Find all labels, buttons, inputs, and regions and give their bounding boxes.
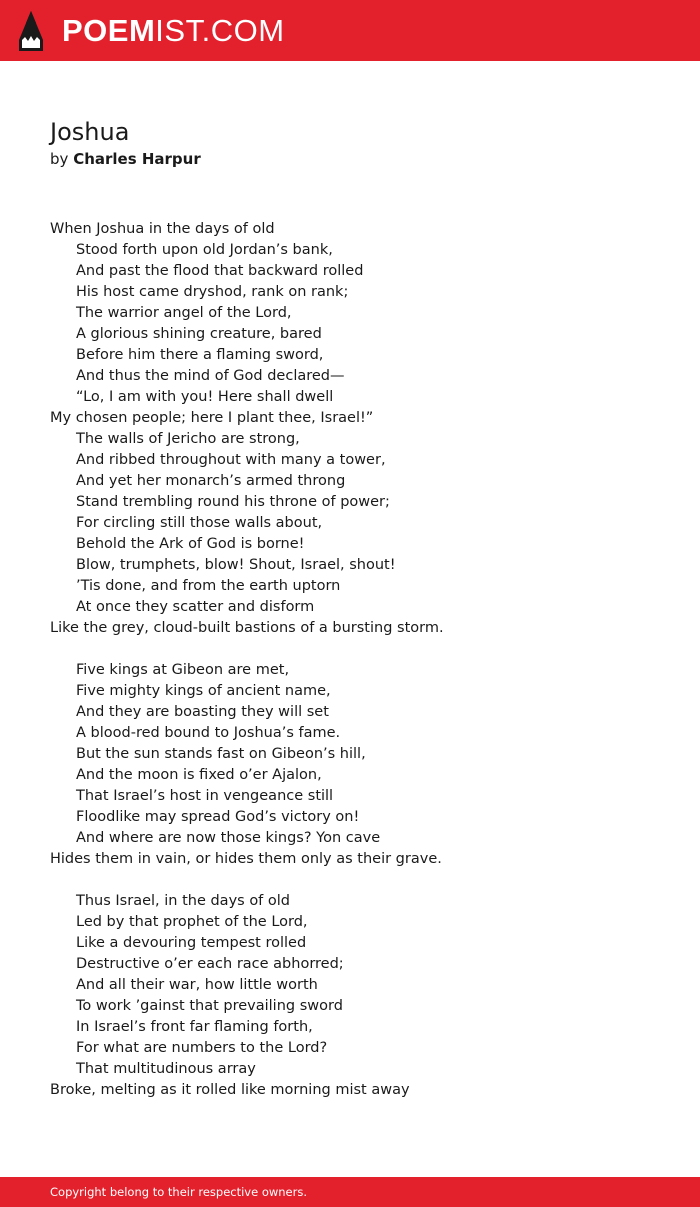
poem-line: ’Tis done, and from the earth uptorn: [76, 578, 341, 594]
stanza-break: [50, 639, 670, 660]
poem-line: My chosen people; here I plant thee, Israel!”: [50, 410, 374, 426]
poem-line: And thus the mind of God declared—: [76, 368, 345, 384]
by-label: by: [50, 150, 69, 168]
poem-line: But the sun stands fast on Gibeon’s hill,: [76, 746, 366, 762]
poem-line: “Lo, I am with you! Here shall dwell: [76, 389, 334, 405]
poem-body: [50, 219, 670, 1101]
poem-line: To work ’gainst that prevailing sword: [76, 998, 343, 1014]
poem-line: Like the grey, cloud-built bastions of a bursting storm.: [50, 620, 444, 636]
site-logo[interactable]: [62, 11, 285, 51]
poem-line: When Joshua in the days of old: [50, 221, 275, 237]
poem-line: A glorious shining creature, bared: [76, 326, 322, 342]
poem-line: And where are now those kings? Yon cave: [76, 830, 381, 846]
poem-line: The warrior angel of the Lord,: [76, 305, 292, 321]
pencil-tip-icon[interactable]: [18, 10, 44, 52]
poem-line: And they are boasting they will set: [76, 704, 329, 720]
poem-line: Thus Israel, in the days of old: [76, 893, 291, 909]
poem-line: That multitudinous array: [76, 1061, 256, 1077]
poem-line: A blood-red bound to Joshua’s fame.: [76, 725, 341, 741]
poem-line: And the moon is fixed o’er Ajalon,: [76, 767, 322, 783]
poem-line: Behold the Ark of God is borne!: [76, 536, 305, 552]
poem-line: Led by that prophet of the Lord,: [76, 914, 308, 930]
poem-line: That Israel’s host in vengeance still: [76, 788, 334, 804]
poem-line: In Israel’s front far flaming forth,: [76, 1019, 313, 1035]
poem-line: Before him there a flaming sword,: [76, 347, 324, 363]
stanza-break: [50, 870, 670, 891]
poem-title: Joshua: [50, 118, 130, 146]
poem-line: His host came dryshod, rank on rank;: [76, 284, 349, 300]
author-name: Charles Harpur: [73, 150, 201, 168]
logo-bold-text: POEM: [62, 13, 156, 48]
logo-rest-text: IST.COM: [155, 13, 285, 48]
poem-line: And past the flood that backward rolled: [76, 263, 364, 279]
poem-line: And all their war, how little worth: [76, 977, 318, 993]
site-footer: [0, 1177, 700, 1207]
poem-line: For circling still those walls about,: [76, 515, 323, 531]
poem-line: Floodlike may spread God’s victory on!: [76, 809, 360, 825]
poem-line: And yet her monarch’s armed throng: [76, 473, 346, 489]
site-header: [0, 0, 700, 61]
poem-line: Five kings at Gibeon are met,: [76, 662, 290, 678]
poem-line: Stand trembling round his throne of power;: [76, 494, 390, 510]
poem-line: Hides them in vain, or hides them only as their grave.: [50, 851, 442, 867]
poem-line: And ribbed throughout with many a tower,: [76, 452, 386, 468]
poem-line: Broke, melting as it rolled like morning mist away: [50, 1082, 410, 1098]
poem-line: For what are numbers to the Lord?: [76, 1040, 328, 1056]
byline: [50, 149, 201, 169]
poem-line: Destructive o’er each race abhorred;: [76, 956, 344, 972]
poem-line: Five mighty kings of ancient name,: [76, 683, 331, 699]
poem-line: Like a devouring tempest rolled: [76, 935, 307, 951]
poem-line: Blow, trumphets, blow! Shout, Israel, shout!: [76, 557, 396, 573]
copyright-text: Copyright belong to their respective owners.: [50, 1185, 308, 1199]
poem-line: At once they scatter and disform: [76, 599, 315, 615]
poem-line: The walls of Jericho are strong,: [76, 431, 300, 447]
poem-line: Stood forth upon old Jordan’s bank,: [76, 242, 333, 258]
